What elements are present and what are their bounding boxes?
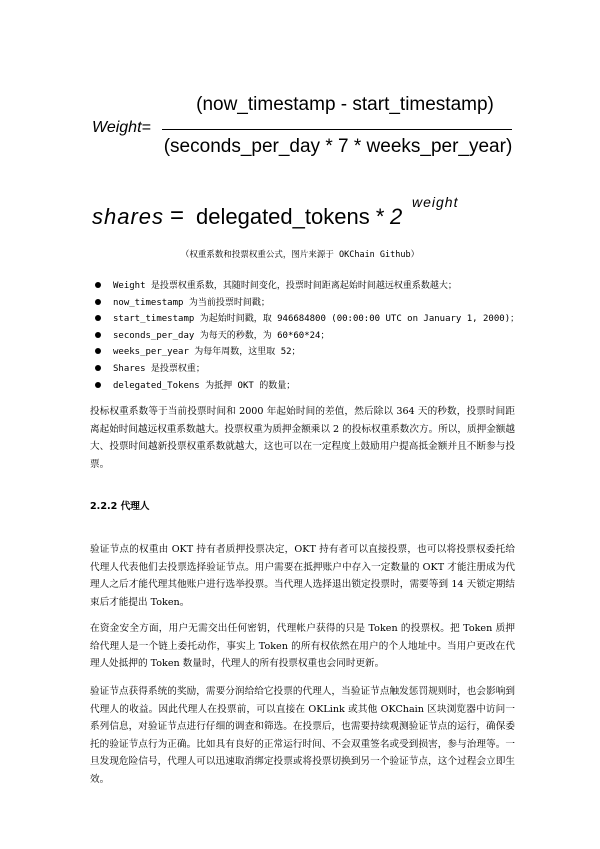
formula-exponent: weight <box>412 194 459 210</box>
variable-definition-list <box>95 279 535 395</box>
bullet-icon <box>95 282 101 288</box>
list-item: start_timestamp 为起始时间戳，取 946684800 (00:00:00 UTC on January 1, 2000)； <box>95 312 535 329</box>
list-item: seconds_per_day 为每天的秒数，为 60*60*24； <box>95 329 535 346</box>
formula-equals: = <box>170 202 185 229</box>
paragraph-weight-explanation: 投标权重系数等于当前投票时间和 2000 年起始时间的差值，然后除以 364 天的秒数，投票时间距离起始时间越远权重系数越大。投票权重为质押金额乘以 2 的投标权重系数次方。所以，质押金额越大、投票时间越新投票权重系数就越大，这也可以在一定程度上鼓励用户提高抵金额并且不断参与投票。 <box>90 406 515 470</box>
list-item: delegated_Tokens 为抵押 OKT 的数量； <box>95 379 535 396</box>
formula-denominator: (seconds_per_day * 7 * weeks_per_year) <box>163 136 513 157</box>
bullet-icon <box>95 299 101 305</box>
formula-weight-label: Weight= <box>92 119 151 136</box>
figure-caption: （权重系数和投票权重公式，图片来源于 OKChain Github） <box>180 250 420 260</box>
bullet-icon <box>95 348 101 354</box>
list-item: weeks_per_year 为每年周数，这里取 52； <box>95 345 535 362</box>
formula-numerator: (now_timestamp - start_timestamp) <box>196 94 494 115</box>
bullet-icon <box>95 382 101 388</box>
shares-formula <box>92 194 512 234</box>
bullet-icon <box>95 365 101 371</box>
paragraph-fund-security: 在资金安全方面，用户无需交出任何密钥，代理帐户获得的只是 Token 的投票权。把 Token 质押给代理人是一个链上委托动作，事实上 Token 的所有权依然在用户的个人地址中。当用户更改在代理人处抵押的 Token 数量时，代理人的所有投票权重也会同时更新。 <box>90 623 515 670</box>
list-item: Shares 是投票权重； <box>95 362 535 379</box>
section-heading: 2.2.2 代理人 <box>90 501 150 512</box>
formula-shares-lhs: shares <box>92 204 165 229</box>
list-item: Weight 是投票权重系数，其随时间变化，投票时间距离起始时间越远权重系数越大； <box>95 279 535 296</box>
weight-formula <box>92 94 522 170</box>
list-item: now_timestamp 为当前投票时间戳； <box>95 296 535 313</box>
formula-shares-rhs: delegated_tokens * <box>196 204 385 229</box>
bullet-icon <box>95 332 101 338</box>
formula-base: 2 <box>390 204 403 229</box>
paragraph-rewards: 验证节点获得系统的奖励，需要分润给给它投票的代理人，当验证节点触发惩罚规则时，也会影响到代理人的收益。因此代理人在投票前，可以直接在 OKLink 或其他 OKChain 区块浏览器中访问一系列信息，对验证节点进行仔细的调查和筛选。在投票后，也需要持续观测验证节点的运行，确保委托的验证节点行为正确。比如具有良好的正常运行时间、不会双重签名或受到损害，参与治理等。一旦发现危险信号，代理人可以迅速取消绑定投票或将投票切换到另一个验证节点，这个过程会立即生效。 <box>90 686 515 785</box>
fraction-bar <box>162 129 512 130</box>
bullet-icon <box>95 315 101 321</box>
paragraph-delegate-intro: 验证节点的权重由 OKT 持有者质押投票决定，OKT 持有者可以直接投票，也可以将投票权委托给代理人代表他们去投票选择验证节点。用户需要在抵押账户中存入一定数量的 OKT 才能注册成为代理人之后才能代理其他账户进行选举投票。当代理人选择退出锁定投票时，需要等到 14 天锁定期结束后才能提出 Token。 <box>90 544 515 608</box>
